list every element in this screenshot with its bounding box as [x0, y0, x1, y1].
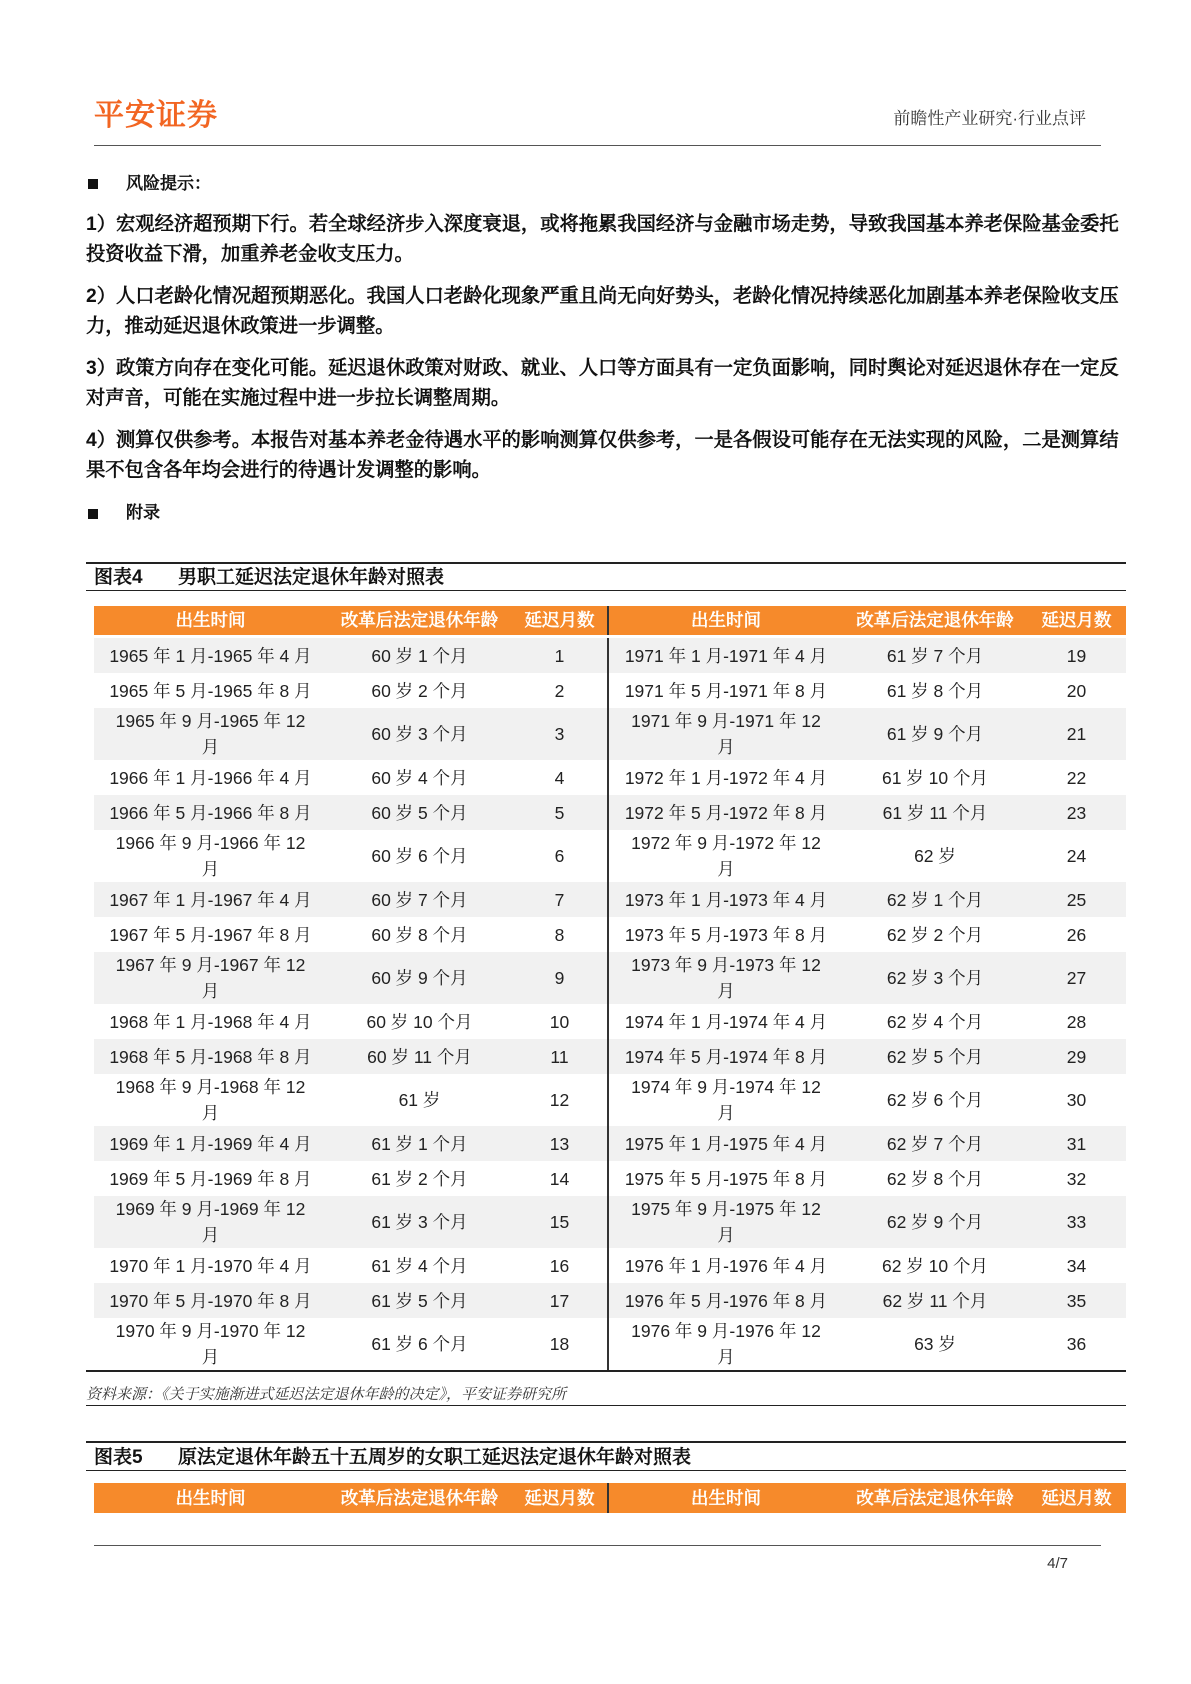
birth-period-cell: 1969 年 1 月-1969 年 4 月: [94, 1126, 327, 1161]
birth-period-cell: 1974 年 1 月-1974 年 4 月: [608, 1004, 843, 1039]
delay-months-cell: 11: [512, 1039, 608, 1074]
birth-period-cell: 1976 年 5 月-1976 年 8 月: [608, 1283, 843, 1318]
delay-months-cell: 36: [1066, 1334, 1087, 1354]
birth-period-cell: 1968 年 1 月-1968 年 4 月: [109, 1011, 312, 1032]
column-header-retirement-age: 改革后法定退休年龄: [327, 606, 512, 635]
column-header-birth-period: 出生时间: [608, 606, 843, 635]
birth-period-cell: 1974 年 5 月-1974 年 8 月: [608, 1039, 843, 1074]
table-header-row: [94, 606, 1126, 635]
table-5-label: 图表5: [94, 1447, 143, 1468]
birth-period-cell: 1967 年 5 月-1967 年 8 月: [109, 924, 312, 945]
risk-item-line: 1）宏观经济超预期下行。若全球经济步入深度衰退，或将拖累我国经济与金融市场走势，导致我国基本养老保险基金委托: [86, 214, 1119, 235]
risk-item-line: 投资收益下滑，加重养老金收支压力。: [86, 244, 414, 265]
retirement-age-cell: 60 岁 1 个月: [327, 638, 512, 673]
delay-months-cell: 30: [1066, 1090, 1087, 1110]
source-rule: [86, 1405, 1126, 1406]
retirement-age-cell: 60 岁 6 个月: [371, 846, 468, 866]
delay-months-cell: 29: [1027, 1039, 1126, 1074]
table-row: [94, 708, 1126, 760]
column-header-retirement-age: 改革后法定退休年龄: [327, 1483, 512, 1513]
retirement-age-cell: 60 岁 8 个月: [371, 924, 468, 945]
delay-months-cell: 4: [554, 767, 565, 788]
retirement-age-cell: 62 岁: [914, 846, 956, 866]
column-header-birth-period: 出生时间: [94, 606, 327, 635]
page-number: 4/7: [1047, 1555, 1068, 1572]
table-row: [94, 1248, 1126, 1283]
delay-months-cell: 26: [1066, 924, 1087, 945]
retirement-age-cell: 61 岁 6 个月: [371, 1334, 468, 1354]
table-row: [94, 795, 1126, 830]
ping-an-securities-logo: 平安证券: [94, 99, 218, 132]
retirement-age-cell: 60 岁 9 个月: [327, 952, 512, 1004]
retirement-age-cell: 61 岁 2 个月: [371, 1168, 468, 1189]
birth-period-cell: 1969 年 9 月-1969 年 12 月: [94, 1196, 327, 1248]
delay-months-cell: 6: [554, 846, 565, 866]
table-row: [94, 1039, 1126, 1074]
delay-months-cell: 32: [1066, 1168, 1087, 1189]
delay-months-cell: 25: [1027, 882, 1126, 917]
table-row: [94, 1126, 1126, 1161]
table-row: [94, 760, 1126, 795]
table-4-title-rule: [86, 590, 1126, 591]
delay-months-cell: 35: [1027, 1283, 1126, 1318]
table-4-title: 男职工延迟法定退休年龄对照表: [178, 567, 445, 588]
table-5-top-rule: [86, 1441, 1126, 1443]
delay-months-cell: 10: [549, 1011, 570, 1032]
table-row: [94, 882, 1126, 917]
risk-item-line: 3）政策方向存在变化可能。延迟退休政策对财政、就业、人口等方面具有一定负面影响，同时舆论对延迟退休存在一定反: [86, 358, 1119, 379]
birth-period-cell: 1975 年 1 月-1975 年 4 月: [608, 1126, 843, 1161]
birth-period-cell: 1966 年 5 月-1966 年 8 月: [94, 795, 327, 830]
birth-period-cell: 1973 年 1 月-1973 年 4 月: [608, 882, 843, 917]
birth-period-cell: 1973 年 9 月-1973 年 12 月: [608, 952, 843, 1004]
square-bullet-icon: [88, 179, 98, 189]
table-5-title: 原法定退休年龄五十五周岁的女职工延迟法定退休年龄对照表: [178, 1447, 692, 1468]
column-header-delay-months: 延迟月数: [512, 1483, 608, 1513]
retirement-age-cell: 61 岁 3 个月: [327, 1196, 512, 1248]
birth-period-cell: 1971 年 5 月-1971 年 8 月: [608, 673, 843, 708]
birth-period-cell: 1975 年 5 月-1975 年 8 月: [608, 1161, 843, 1196]
delay-months-cell: 21: [1027, 708, 1126, 760]
delay-months-cell: 1: [512, 638, 608, 673]
delay-months-cell: 9: [512, 952, 608, 1004]
table-4-body: [94, 638, 1126, 1370]
column-header-retirement-age: 改革后法定退休年龄: [843, 606, 1027, 635]
delay-months-cell: 12: [549, 1090, 570, 1110]
retirement-age-cell: 60 岁 3 个月: [327, 708, 512, 760]
delay-months-cell: 5: [512, 795, 608, 830]
risk-item-line: 对声音，可能在实施过程中进一步拉长调整周期。: [86, 388, 511, 409]
retirement-age-cell: 60 岁 10 个月: [366, 1011, 473, 1032]
delay-months-cell: 31: [1027, 1126, 1126, 1161]
birth-period-cell: 1967 年 9 月-1967 年 12 月: [94, 952, 327, 1004]
birth-period-cell: 1965 年 1 月-1965 年 4 月: [94, 638, 327, 673]
risk-item-line: 力，推动延迟退休政策进一步调整。: [86, 316, 395, 337]
delay-months-cell: 19: [1027, 638, 1126, 673]
report-category: 前瞻性产业研究·行业点评: [893, 109, 1086, 128]
birth-period-cell: 1970 年 1 月-1970 年 4 月: [109, 1255, 312, 1276]
table-row: [94, 1074, 1126, 1126]
footer-divider: [94, 1545, 1101, 1546]
birth-period-cell: 1965 年 5 月-1965 年 8 月: [109, 680, 312, 701]
delay-months-cell: 15: [512, 1196, 608, 1248]
delay-months-cell: 3: [512, 708, 608, 760]
delay-months-cell: 28: [1066, 1011, 1087, 1032]
birth-period-cell: 1966 年 1 月-1966 年 4 月: [109, 767, 312, 788]
retirement-age-cell: 62 岁 5 个月: [843, 1039, 1027, 1074]
delay-months-cell: 2: [554, 680, 565, 701]
table-4-top-rule: [86, 562, 1126, 564]
column-header-birth-period: 出生时间: [608, 1483, 843, 1513]
table-5-header: [94, 1483, 1126, 1513]
column-header-delay-months: 延迟月数: [1027, 606, 1126, 635]
birth-period-cell: 1968 年 9 月-1968 年 12 月: [115, 1077, 306, 1123]
risk-item: [86, 354, 1119, 414]
retirement-age-cell: 62 岁 9 个月: [843, 1196, 1027, 1248]
header-divider: [94, 145, 1101, 146]
table-row: [94, 1004, 1126, 1039]
table-row: [94, 1318, 1126, 1370]
column-header-retirement-age: 改革后法定退休年龄: [843, 1483, 1027, 1513]
risk-item: [86, 426, 1119, 486]
risk-item-line: 果不包含各年均会进行的待遇计发调整的影响。: [86, 460, 491, 481]
delay-months-cell: 8: [554, 924, 565, 945]
retirement-age-cell: 62 岁 10 个月: [881, 1255, 989, 1276]
retirement-age-cell: 62 岁 2 个月: [886, 924, 984, 945]
delay-months-cell: 33: [1027, 1196, 1126, 1248]
section-heading-risk: 风险提示：: [126, 174, 211, 193]
table-row: [94, 952, 1126, 1004]
retirement-age-cell: 61 岁 1 个月: [327, 1126, 512, 1161]
delay-months-cell: 20: [1066, 680, 1087, 701]
birth-period-cell: 1973 年 5 月-1973 年 8 月: [608, 917, 843, 952]
retirement-age-cell: 61 岁 9 个月: [843, 708, 1027, 760]
retirement-age-cell: 61 岁 5 个月: [327, 1283, 512, 1318]
retirement-age-cell: 61 岁 8 个月: [886, 680, 984, 701]
birth-period-cell: 1972 年 1 月-1972 年 4 月: [608, 760, 843, 795]
retirement-age-cell: 60 岁 5 个月: [327, 795, 512, 830]
table-row: [94, 1283, 1126, 1318]
delay-months-cell: 24: [1066, 846, 1087, 866]
table-row: [94, 1196, 1126, 1248]
delay-months-cell: 7: [512, 882, 608, 917]
birth-period-cell: 1972 年 5 月-1972 年 8 月: [608, 795, 843, 830]
birth-period-cell: 1968 年 5 月-1968 年 8 月: [94, 1039, 327, 1074]
retirement-age-cell: 62 岁 7 个月: [843, 1126, 1027, 1161]
delay-months-cell: 18: [549, 1334, 570, 1354]
table-4-label: 图表4: [94, 567, 143, 588]
risk-item: [86, 282, 1119, 342]
delay-months-cell: 16: [549, 1255, 570, 1276]
column-header-delay-months: 延迟月数: [1027, 1483, 1126, 1513]
section-heading-appendix: 附录: [126, 503, 160, 522]
birth-period-cell: 1966 年 9 月-1966 年 12 月: [115, 833, 306, 879]
table-header-row: [94, 1483, 1126, 1513]
retirement-age-cell: 61 岁 4 个月: [371, 1255, 468, 1276]
risk-item: [86, 210, 1119, 270]
risk-item-line: 4）测算仅供参考。本报告对基本养老金待遇水平的影响测算仅供参考，一是各假设可能存在无法实现的风险，二是测算结: [86, 430, 1119, 451]
birth-period-cell: 1965 年 9 月-1965 年 12 月: [94, 708, 327, 760]
retirement-age-cell: 60 岁 7 个月: [327, 882, 512, 917]
table-5-title-rule: [86, 1470, 1126, 1471]
table-4-source-note: 资料来源：《关于实施渐进式延迟法定退休年龄的决定》，平安证券研究所: [86, 1386, 567, 1403]
table-row: [94, 673, 1126, 708]
retirement-age-cell: 62 岁 1 个月: [843, 882, 1027, 917]
delay-months-cell: 34: [1066, 1255, 1087, 1276]
retirement-age-cell: 63 岁: [914, 1334, 956, 1354]
retirement-age-cell: 62 岁 11 个月: [843, 1283, 1027, 1318]
birth-period-cell: 1975 年 9 月-1975 年 12 月: [608, 1196, 843, 1248]
delay-months-cell: 14: [549, 1168, 570, 1189]
retirement-age-cell: 62 岁 8 个月: [886, 1168, 984, 1189]
retirement-age-cell: 61 岁 10 个月: [881, 767, 989, 788]
delay-months-cell: 22: [1066, 767, 1087, 788]
retirement-age-cell: 60 岁 2 个月: [371, 680, 468, 701]
birth-period-cell: 1970 年 9 月-1970 年 12 月: [115, 1321, 306, 1367]
delay-months-cell: 17: [512, 1283, 608, 1318]
table-row: [94, 638, 1126, 673]
birth-period-cell: 1967 年 1 月-1967 年 4 月: [94, 882, 327, 917]
delay-months-cell: 13: [512, 1126, 608, 1161]
retirement-age-cell: 62 岁 4 个月: [886, 1011, 984, 1032]
retirement-age-cell: 60 岁 11 个月: [327, 1039, 512, 1074]
table-4-header: [94, 606, 1126, 635]
birth-period-cell: 1969 年 5 月-1969 年 8 月: [109, 1168, 312, 1189]
birth-period-cell: 1972 年 9 月-1972 年 12 月: [608, 830, 843, 882]
column-header-delay-months: 延迟月数: [512, 606, 608, 635]
birth-period-cell: 1974 年 9 月-1974 年 12 月: [608, 1074, 843, 1126]
table-row: [94, 917, 1126, 952]
column-header-birth-period: 出生时间: [94, 1483, 327, 1513]
retirement-age-cell: 61 岁 7 个月: [843, 638, 1027, 673]
retirement-age-cell: 61 岁 11 个月: [843, 795, 1027, 830]
retirement-age-cell: 62 岁 6 个月: [886, 1090, 984, 1110]
table-row: [94, 1161, 1126, 1196]
delay-months-cell: 23: [1027, 795, 1126, 830]
birth-period-cell: 1976 年 1 月-1976 年 4 月: [608, 1248, 843, 1283]
birth-period-cell: 1976 年 9 月-1976 年 12 月: [608, 1318, 843, 1370]
retirement-age-cell: 60 岁 4 个月: [371, 767, 468, 788]
birth-period-cell: 1971 年 9 月-1971 年 12 月: [608, 708, 843, 760]
risk-item-line: 2）人口老龄化情况超预期恶化。我国人口老龄化现象严重且尚无向好势头，老龄化情况持续恶化加剧基本养老保险收支压: [86, 286, 1119, 307]
delay-months-cell: 27: [1027, 952, 1126, 1004]
birth-period-cell: 1971 年 1 月-1971 年 4 月: [608, 638, 843, 673]
birth-period-cell: 1970 年 5 月-1970 年 8 月: [94, 1283, 327, 1318]
retirement-age-cell: 61 岁: [398, 1090, 441, 1110]
table-4-bottom-rule: [86, 1370, 1126, 1372]
table-row: [94, 830, 1126, 882]
retirement-age-cell: 62 岁 3 个月: [843, 952, 1027, 1004]
square-bullet-icon: [88, 509, 98, 519]
